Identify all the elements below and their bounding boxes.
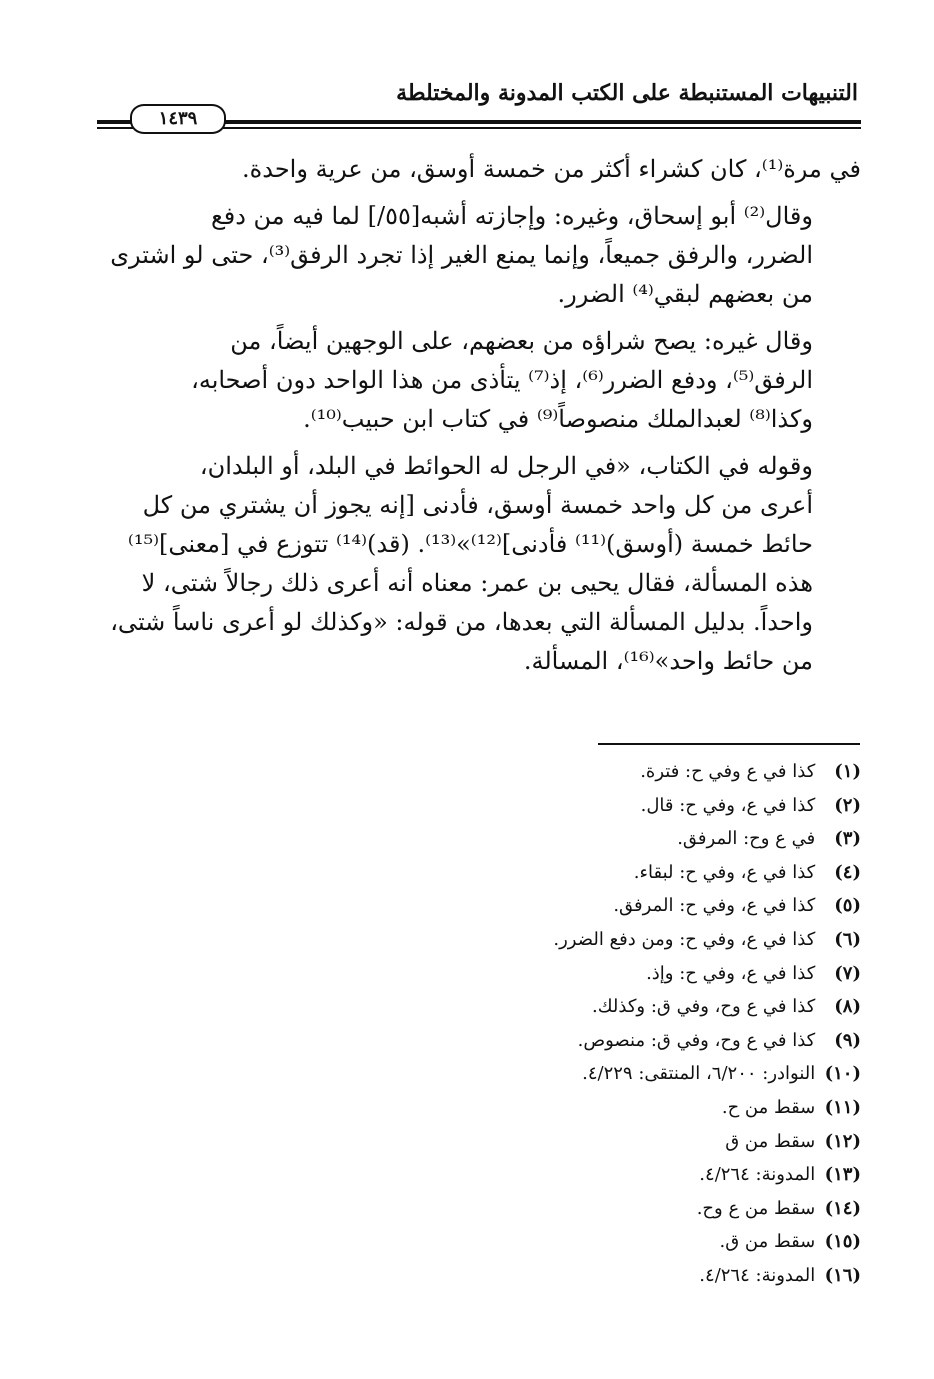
footnote-number: (٤) xyxy=(834,861,861,883)
footnote-text: سقط من ق xyxy=(725,1130,816,1152)
text-line: من بعضهم لبقي⁽⁴⁾ الضرر. xyxy=(557,280,813,308)
footnote xyxy=(381,789,861,823)
paragraph xyxy=(97,322,861,439)
footnote-number: (٦) xyxy=(834,928,861,950)
footnote-number: (٩) xyxy=(834,1029,861,1051)
footnote-text: النوادر: ٦/٢٠٠، المنتقى: ٤/٢٢٩. xyxy=(582,1063,816,1085)
footnote-number: (٥) xyxy=(834,895,861,917)
footnote-text: كذا في ع، وفي ح: المرفق. xyxy=(613,895,816,917)
footnote xyxy=(381,1057,861,1091)
footnote xyxy=(381,923,861,957)
footnote xyxy=(381,957,861,991)
footnote-number: (١) xyxy=(834,761,861,782)
footnotes-list xyxy=(381,755,861,1293)
footnote-text: كذا في ع، وفي ح: ومن دفع الضرر. xyxy=(553,928,816,950)
page-number-badge: ١٤٣٩ xyxy=(130,104,226,134)
footnote-text: كذا في ع، وفي ح: وإذ. xyxy=(646,962,816,984)
footnote xyxy=(381,1259,861,1293)
footnote xyxy=(381,1125,861,1159)
paragraph xyxy=(97,447,861,681)
footnote-number: (١٠) xyxy=(824,1063,861,1085)
footnote-text: كذا في ع، وفي ح: قال. xyxy=(640,794,816,816)
footnote xyxy=(381,1158,861,1192)
text-line: الرفق⁽⁵⁾، ودفع الضرر⁽⁶⁾، إذ⁽⁷⁾ يتأذى من هذا الواحد دون أصحابه، xyxy=(191,366,813,394)
footnote-number: (٨) xyxy=(834,996,861,1018)
footnote-number: (١١) xyxy=(824,1096,861,1118)
footnote xyxy=(381,1225,861,1259)
footnote-number: (١٦) xyxy=(824,1264,861,1286)
footnote xyxy=(381,1091,861,1125)
text-line: واحداً. بدليل المسألة التي بعدها، من قوله: «وكذلك لو أعرى ناساً شتى، xyxy=(110,608,813,636)
text-line: في مرة⁽¹⁾، كان كشراء أكثر من خمسة أوسق، من عرية واحدة. xyxy=(242,155,861,183)
footnote xyxy=(381,889,861,923)
text-line: وكذا⁽⁸⁾ لعبدالملك منصوصاً⁽⁹⁾ في كتاب ابن حبيب⁽¹⁰⁾. xyxy=(303,405,813,433)
footnote xyxy=(381,755,861,789)
footnote-text: في ع وح: المرفق. xyxy=(677,828,816,850)
footnote xyxy=(381,990,861,1024)
footnote-number: (١٢) xyxy=(824,1130,861,1152)
footnote-number: (٣) xyxy=(834,828,861,850)
footnote-text: سقط من ق. xyxy=(719,1231,816,1253)
paragraph xyxy=(97,150,861,189)
footnote xyxy=(381,1024,861,1058)
footnote-text: المدونة: ٤/٢٦٤. xyxy=(699,1264,816,1286)
footnote-text: سقط من ع وح. xyxy=(696,1197,816,1219)
footnote-text: سقط من ح. xyxy=(721,1096,816,1118)
text-line: أعرى من كل واحد خمسة أوسق، فأدنى [إنه يجوز أن يشتري من كل xyxy=(142,491,813,519)
footnote-text: كذا في ع، وفي ح: لبقاء. xyxy=(633,861,816,883)
footnote-number: (١٣) xyxy=(824,1164,861,1186)
running-header-title: التنبيهات المستنبطة على الكتب المدونة والمختلطة xyxy=(396,80,858,106)
main-text xyxy=(97,150,861,689)
footnote xyxy=(381,856,861,890)
footnote-text: كذا في ع وح، وفي ق: وكذلك. xyxy=(592,996,816,1018)
footnote xyxy=(381,1192,861,1226)
text-line: حائط خمسة (أوسق)⁽¹¹⁾ فأدنى]⁽¹²⁾»⁽¹³⁾. (قد)⁽¹⁴⁾ تتوزع في [معنى]⁽¹⁵⁾ xyxy=(127,530,813,558)
text-line: وقال غيره: يصح شراؤه من بعضهم، على الوجهين أيضاً، من xyxy=(230,327,813,355)
footnote-separator xyxy=(598,743,860,745)
text-line: وقال⁽²⁾ أبو إسحاق، وغيره: وإجازته أشبه[٥٥/] لما فيه من دفع xyxy=(210,202,813,230)
text-line: من حائط واحد»⁽¹⁶⁾، المسألة. xyxy=(523,647,813,675)
text-line: هذه المسألة، فقال يحيى بن عمر: معناه أنه أعرى ذلك رجالاً شتى، لا xyxy=(141,569,813,597)
footnote-number: (١٥) xyxy=(824,1231,861,1253)
footnote-number: (١٤) xyxy=(824,1197,861,1219)
footnote-number: (٢) xyxy=(834,794,861,816)
footnote-text: كذا في ع وفي ح: فترة. xyxy=(640,761,816,782)
paragraph xyxy=(97,197,861,314)
footnote xyxy=(381,822,861,856)
footnote-text: المدونة: ٤/٢٦٤. xyxy=(699,1164,816,1186)
footnote-text: كذا في ع وح، وفي ق: منصوص. xyxy=(577,1029,816,1051)
text-line: الضرر، والرفق جميعاً، وإنما يمنع الغير إذا تجرد الرفق⁽³⁾، حتى لو اشترى xyxy=(110,241,813,269)
footnote-number: (٧) xyxy=(834,962,861,984)
text-line: وقوله في الكتاب، «في الرجل له الحوائط في البلد، أو البلدان، xyxy=(199,452,813,480)
